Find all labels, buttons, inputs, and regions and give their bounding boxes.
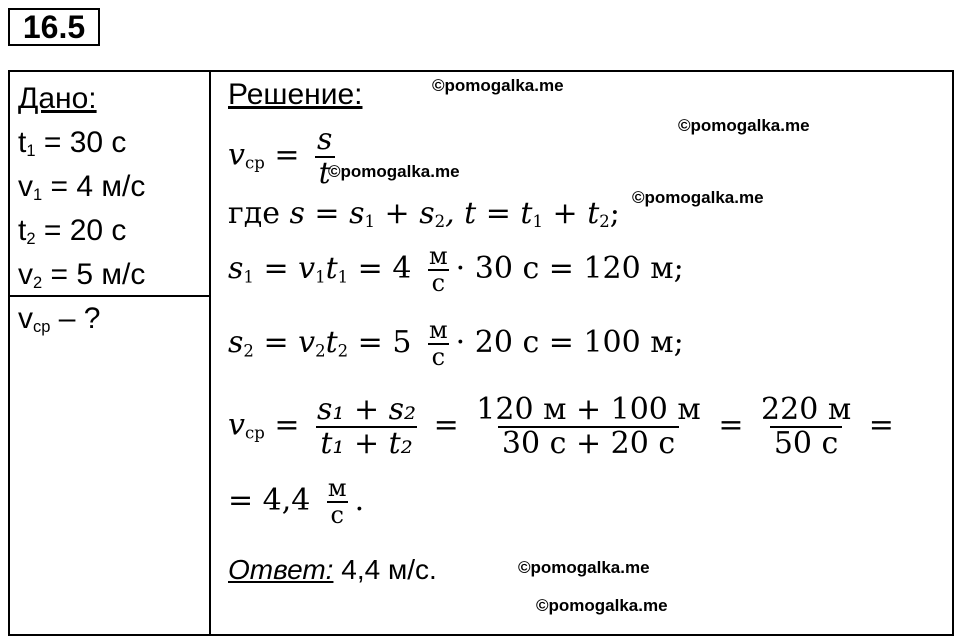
answer-value: 4,4 м/с. <box>333 554 437 585</box>
given-heading: Дано: <box>18 82 97 115</box>
given-item: $t_2 = 20$ с <box>18 214 127 249</box>
answer-label: Ответ: <box>228 554 334 585</box>
given-item: $t_1 = 30$ с <box>18 126 127 161</box>
formula-average-speed: $v_{ср}$ = $\frac{s}{t}$ <box>228 124 340 189</box>
given-section <box>18 78 145 298</box>
formula-distance-2: $s_2 = v_2t_2 = 5$ $\frac{м}{с}$ · 20 с = 100 м; <box>228 316 684 372</box>
formula-distance-1: $s_1 = v_1t_1 = 4$ $\frac{м}{с}$ · 30 с = 120 м; <box>228 242 684 298</box>
column-divider <box>209 72 211 634</box>
solution-section <box>220 72 952 634</box>
watermark: ©pomogalka.me <box>536 596 668 615</box>
formula-average-speed-calc: $v_{ср}$ = $\frac{\text{s₁ + s₂}}{\text{t₁ + t₂}}$ = $\frac{120 м + 100 м}{30 с + 20 с}$ = $\frac{220 м}{50 с}$ = <box>228 392 894 461</box>
answer-line <box>228 554 437 586</box>
watermark: ©pomogalka.me <box>432 76 564 95</box>
formula-result: = 4,4 $\frac{м}{с}$ . <box>228 474 365 530</box>
solution-heading: Решение: <box>228 78 363 111</box>
solution-table <box>8 70 954 636</box>
given-item: $v_1 = 4$ м/с <box>18 170 146 205</box>
watermark: ©pomogalka.me <box>678 116 810 135</box>
formula-sums: где $s = s_1 + s_2$, $t = t_1 + t_2$; <box>228 196 620 232</box>
given-item: $v_2 = 5$ м/с <box>18 258 146 293</box>
watermark: ©pomogalka.me <box>632 188 764 207</box>
watermark: ©pomogalka.me <box>518 558 650 577</box>
problem-number: 16.5 <box>8 8 100 46</box>
find-section: $v_{ср}$ – ? <box>18 302 101 337</box>
watermark: ©pomogalka.me <box>328 162 460 181</box>
